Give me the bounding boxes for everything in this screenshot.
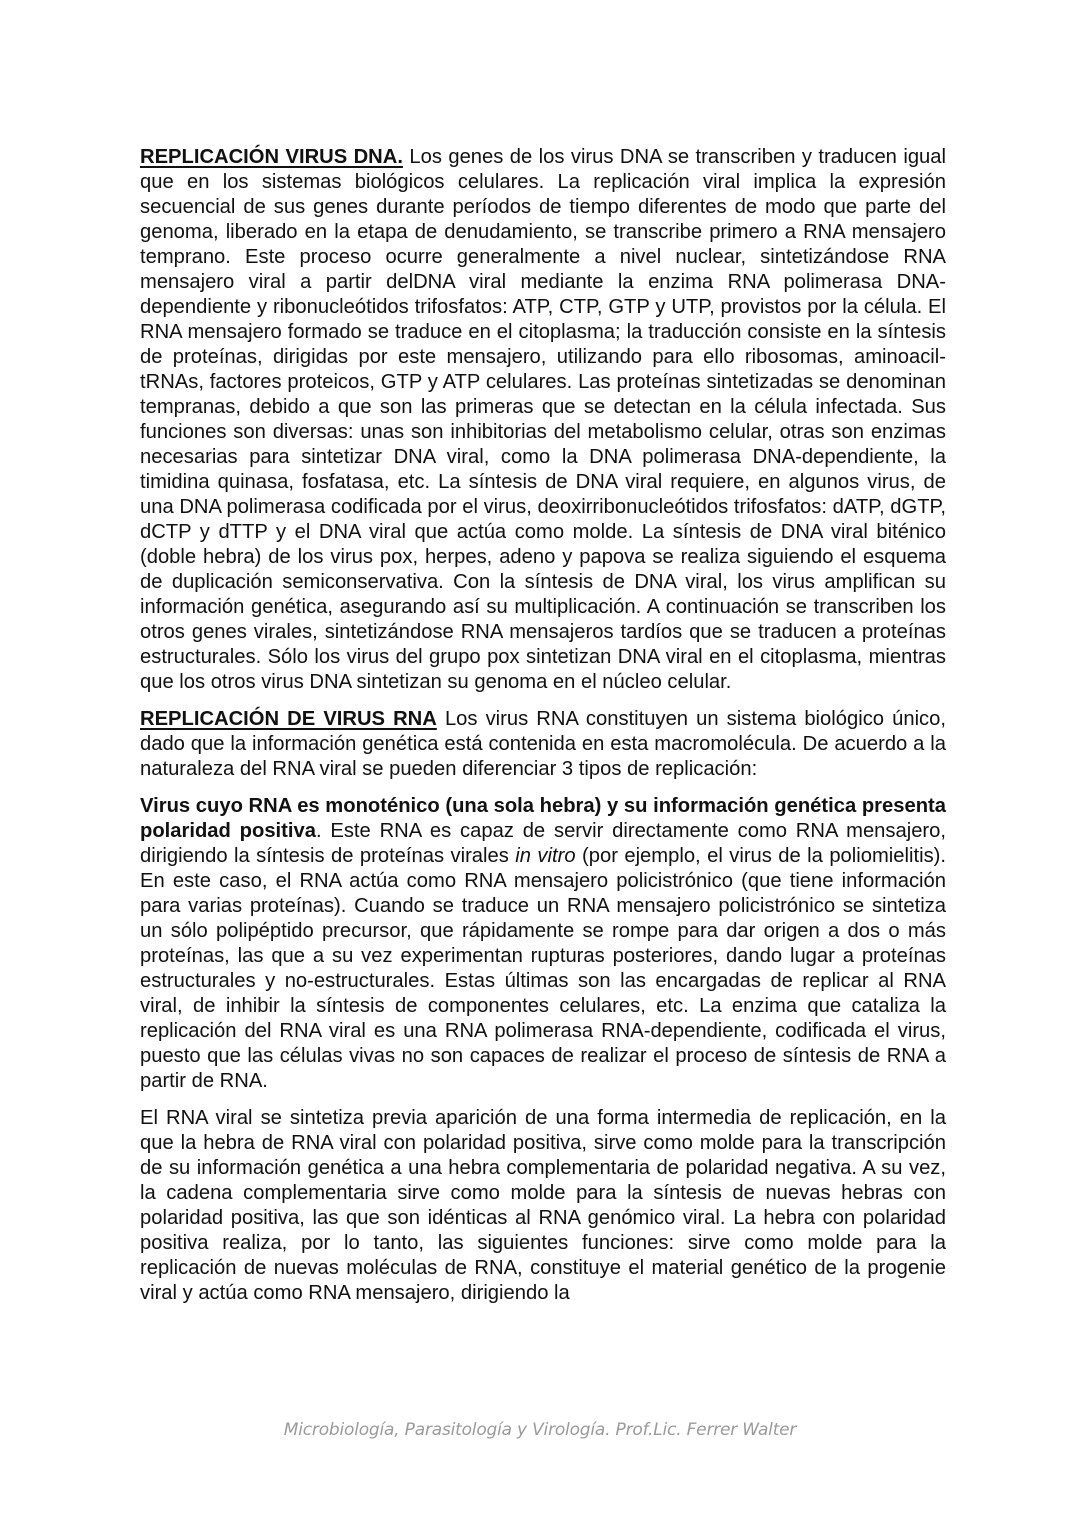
heading-rna-replication: REPLICACIÓN DE VIRUS RNA [140, 708, 437, 730]
paragraph-dna-replication [140, 145, 946, 695]
paragraph-positive-polarity [140, 794, 946, 1094]
rna-replication-text: Los virus RNA constituyen un sistema biológico único, dado que la información genética está contenida en esta macromolécula. De acuerdo a la naturaleza del RNA viral se pueden diferenciar 3 tipos de replicación: [140, 708, 946, 780]
positive-polarity-text-1: . Este RNA es capaz de servir directamente como RNA mensajero, dirigiendo la síntesis de proteínas virales [140, 820, 946, 867]
paragraph-intermediate-form [140, 1106, 946, 1306]
paragraph-rna-replication [140, 707, 946, 782]
dna-replication-text: Los genes de los virus DNA se transcriben y traducen igual que en los sistemas biológicos celulares. La replicación viral implica la expresión secuencial de sus genes durante períodos de tiempo diferentes de modo que parte del genoma, liberado en la etapa de denudamiento, se transcribe primero a RNA mensajero temprano. Este proceso ocurre generalmente a nivel nuclear, sintetizándose RNA mensajero viral a partir delDNA viral mediante la enzima RNA polimerasa DNA-dependiente y ribonucleótidos trifosfatos: ATP, CTP, GTP y UTP, provistos por la célula. El RNA mensajero formado se traduce en el citoplasma; la traducción consiste en la síntesis de proteínas, dirigidas por este mensajero, utilizando para ello ribosomas, aminoacil-tRNAs, factores proteicos, GTP y ATP celulares. Las proteínas sintetizadas se denominan tempranas, debido a que son las primeras que se detectan en la célula infectada. Sus funciones son diversas: unas son inhibitorias del metabolismo celular, otras son enzimas necesarias para sintetizar DNA viral, como la DNA polimerasa DNA-dependiente, la timidina quinasa, fosfatasa, etc. La síntesis de DNA viral requiere, en algunos virus, de una DNA polimerasa codificada por el virus, deoxirribonucleótidos trifosfatos: dATP, dGTP, dCTP y dTTP y el DNA viral que actúa como molde. La síntesis de DNA viral biténico (doble hebra) de los virus pox, herpes, adeno y papova se realiza siguiendo el esquema de duplicación semiconservativa. Con la síntesis de DNA viral, los virus amplifican su información genética, asegurando así su multiplicación. A continuación se transcriben los otros genes virales, sintetizándose RNA mensajeros tardíos que se traducen a proteínas estructurales. Sólo los virus del grupo pox sintetizan DNA viral en el citoplasma, mientras que los otros virus DNA sintetizan su genoma en el núcleo celular. [140, 146, 946, 693]
positive-polarity-lead: Virus cuyo RNA es monoténico (una sola hebra) y su información genética presenta polaridad positiva [140, 795, 946, 842]
page-footer: Microbiología, Parasitología y Virología. Prof.Lic. Ferrer Walter [283, 1420, 797, 1440]
positive-polarity-text-2: (por ejemplo, el virus de la poliomielitis). En este caso, el RNA actúa como RNA mensajero policistrónico (que tiene información para varias proteínas). Cuando se traduce un RNA mensajero policistrónico se sintetiza un sólo polipéptido precursor, que rápidamente se rompe para dar origen a dos o más proteínas, las que a su vez experimentan rupturas posteriores, dando lugar a proteínas estructurales y no-estructurales. Estas últimas son las encargadas de replicar al RNA viral, de inhibir la síntesis de componentes celulares, etc. La enzima que cataliza la replicación del RNA viral es una RNA polimerasa RNA-dependiente, codificada el virus, puesto que las células vivas no son capaces de realizar el proceso de síntesis de RNA a partir de RNA. [140, 845, 947, 1092]
intermediate-form-text: El RNA viral se sintetiza previa aparición de una forma intermedia de replicación, en la que la hebra de RNA viral con polaridad positiva, sirve como molde para la transcripción de su información genética a una hebra complementaria de polaridad negativa. A su vez, la cadena complementaria sirve como molde para la síntesis de nuevas hebras con polaridad positiva, las que son idénticas al RNA genómico viral. La hebra con polaridad positiva realiza, por lo tanto, las siguientes funciones: sirve como molde para la replicación de nuevas moléculas de RNA, constituye el material genético de la progenie viral y actúa como RNA mensajero, dirigiendo la [140, 1107, 946, 1304]
document-body [140, 145, 946, 1318]
heading-dna-replication: REPLICACIÓN VIRUS DNA. [140, 146, 403, 168]
in-vitro-term: in vitro [515, 845, 576, 867]
